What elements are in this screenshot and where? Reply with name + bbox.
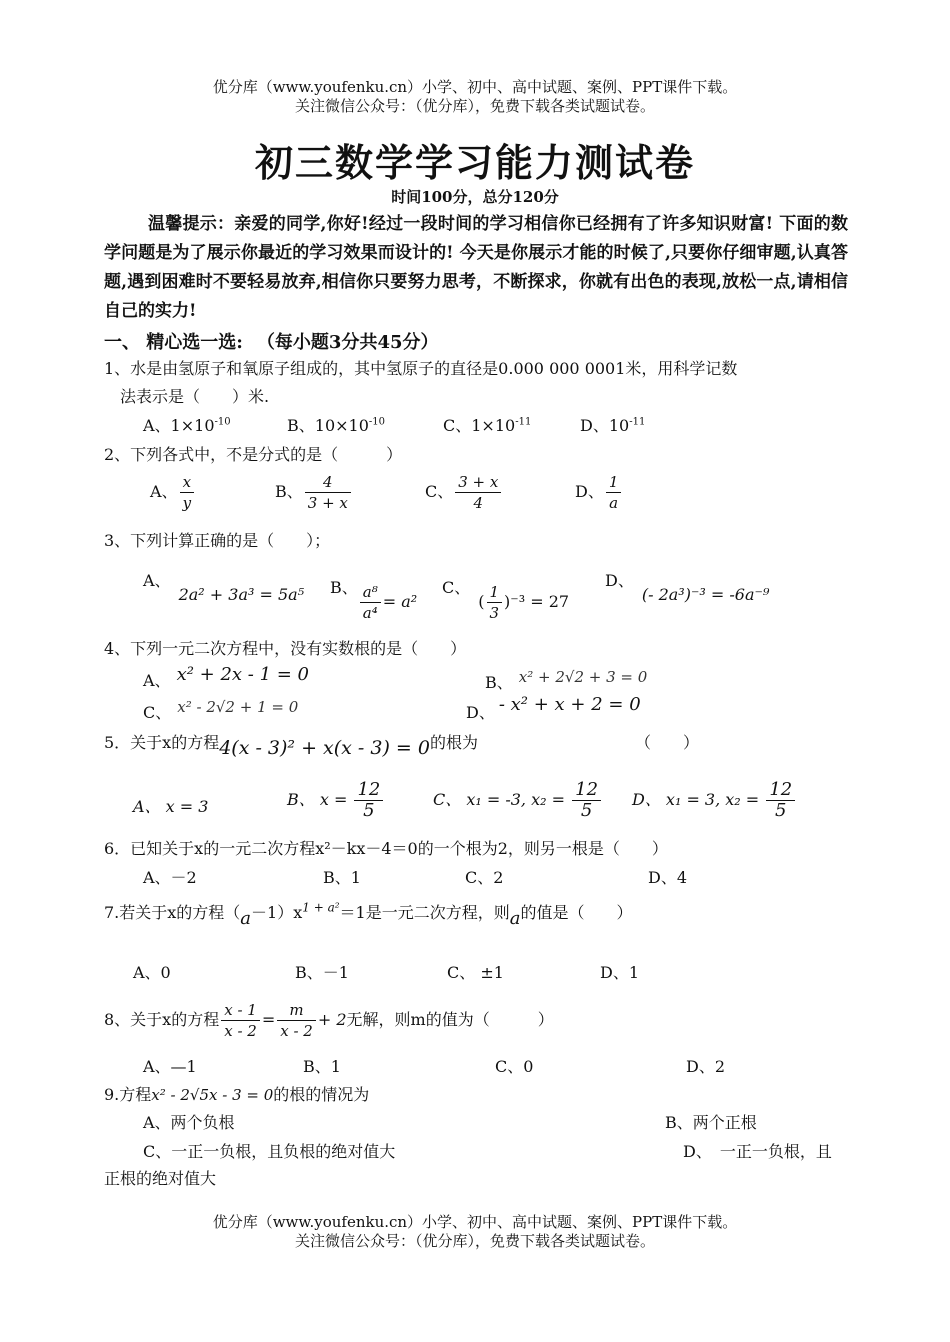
q1-option-a-exp: -10 — [214, 416, 231, 428]
q1-stem-b: 法表示是（ ）米. — [120, 387, 270, 406]
q4-option-d[interactable] — [466, 692, 641, 722]
q3-b-fraction — [360, 582, 381, 623]
q1-stem-a: 1、水是由氢原子和氧原子组成的，其中氢原子的直径是0.000 000 0001米，用科学记数 — [104, 359, 738, 378]
footer-line-2: 关注微信公众号：（优分库），免费下载各类试题试卷。 — [294, 1232, 655, 1250]
q5-c-den: 5 — [580, 800, 593, 821]
q4-option-d-label: D、 — [466, 703, 495, 722]
q3-b-num: a⁸ — [360, 582, 381, 603]
q7-stem-b: －1）x — [251, 903, 303, 922]
q2-d-den: a — [609, 494, 619, 512]
footer-line-1: 优分库（www.youfenku.cn）小学、初中、高中试题、案例、PPT课件下载。 — [212, 1213, 738, 1231]
q2-option-c-label: C、 — [425, 482, 454, 501]
q2-d-num: 1 — [606, 472, 622, 493]
q5-d-label: D、 x₁ = 3, x₂ = — [632, 790, 765, 809]
q5-stem-b: 的根为 — [429, 733, 478, 752]
q5-d-num: 12 — [766, 780, 795, 801]
q6-option-c[interactable]: C、2 — [465, 868, 504, 887]
q9-option-a[interactable]: A、两个负根 — [143, 1113, 235, 1132]
q1-option-b[interactable] — [287, 413, 385, 436]
q7-stem-d: 的值是（ ） — [520, 903, 633, 922]
q4-option-a[interactable] — [143, 662, 310, 690]
q2-option-d-label: D、 — [575, 482, 604, 501]
q5-option-d[interactable] — [632, 780, 797, 821]
q2-option-d[interactable] — [575, 472, 623, 513]
page-title: 初三数学学习能力测试卷 — [254, 140, 695, 185]
q7-stem-a: 7.若关于x的方程（ — [104, 903, 241, 922]
q3-b-den: a⁴ — [362, 604, 378, 622]
q3-c-den: 3 — [489, 604, 500, 622]
q1-option-d-text: D、10 — [580, 416, 630, 435]
q9-option-c[interactable]: C、一正一负根，且负根的绝对值大 — [143, 1142, 396, 1161]
q1-option-a-text: A、1×10 — [143, 416, 215, 435]
q8-plus-two: + 2 — [317, 1010, 347, 1029]
q4-option-b-label: B、 — [485, 673, 513, 692]
q7-stem-c: ＝1是一元二次方程，则 — [339, 903, 510, 922]
header-line-1: 优分库（www.youfenku.cn）小学、初中、高中试题、案例、PPT课件下载。 — [212, 78, 738, 96]
notice-text: 亲爱的同学,你好!经过一段时间的学习相信你已经拥有了许多知识财富! 下面的数学问题是为了展示你最近的学习效果而设计的! 今天是你展示才能的时候了,只要你仔细审题,认真答题,遇到困难时不要轻易放弃,相信你只要努力思考，不断探求，你就有出色的表现,放松一点,请相信自己的实力! — [104, 214, 848, 321]
q4-stem: 4、下列一元二次方程中，没有实数根的是（ ） — [104, 639, 467, 658]
q5-equation: 4(x - 3)² + x(x - 3) = 0 — [219, 737, 430, 759]
notice-paragraph — [104, 210, 848, 326]
q5-b-den: 5 — [363, 800, 375, 821]
q7-exponent: 1 + a² — [302, 900, 340, 915]
q8-stem-a: 8、关于x的方程 — [104, 1010, 220, 1029]
q6-option-d[interactable]: D、4 — [648, 868, 688, 887]
q8-option-b[interactable]: B、1 — [303, 1057, 341, 1076]
section-1-title: 一、 精心选一选: — [104, 332, 243, 353]
q2-a-fraction — [180, 472, 194, 513]
q3-option-b-label: B、 — [330, 578, 358, 597]
q3-d-expr: (- 2a³)⁻³ = -6a⁻⁹ — [641, 585, 770, 604]
q2-option-a-label: A、 — [150, 482, 178, 501]
q7-var-a-1: a — [240, 908, 252, 929]
q5-b-num: 12 — [354, 780, 383, 801]
q2-c-num: 3 + x — [455, 472, 501, 493]
q8-stem-b: 无解，则m的值为（ ） — [346, 1010, 554, 1029]
q3-option-c[interactable] — [442, 568, 570, 622]
q3-b-rhs: = a² — [382, 592, 418, 611]
q6-option-a[interactable]: A、－2 — [143, 868, 197, 887]
section-1-points: （每小题3分共45分） — [256, 332, 439, 353]
q3-option-b[interactable] — [330, 568, 418, 622]
q4-d-expr: - x² + x + 2 = 0 — [498, 694, 641, 715]
q7-var-a-2: a — [509, 908, 521, 929]
q8-f1-num: x - 1 — [221, 1000, 260, 1021]
q5-c-fraction — [572, 780, 601, 821]
q8-option-d[interactable]: D、2 — [686, 1057, 726, 1076]
q7-stem — [104, 900, 633, 929]
exam-subtitle: 时间100分，总分120分 — [391, 188, 559, 206]
q3-option-d-label: D、 — [605, 571, 634, 590]
q8-f1-den: x - 2 — [224, 1022, 257, 1040]
q2-stem: 2、下列各式中，不是分式的是（ ） — [104, 445, 403, 464]
section-1-heading — [104, 328, 439, 354]
q3-option-a[interactable] — [143, 568, 305, 604]
q8-fraction-2 — [277, 1000, 316, 1041]
q1-option-a[interactable] — [143, 413, 231, 436]
q5-d-fraction — [766, 780, 795, 821]
q8-f2-num: m — [277, 1000, 316, 1021]
q5-c-num: 12 — [572, 780, 601, 801]
q2-b-num: 4 — [305, 472, 351, 493]
q7-option-d[interactable]: D、1 — [600, 963, 640, 982]
q2-a-den: y — [182, 494, 192, 512]
q9-option-b[interactable]: B、两个正根 — [665, 1113, 757, 1132]
q8-option-a[interactable]: A、—1 — [143, 1057, 197, 1076]
q5-a-expr: A、 x = 3 — [133, 797, 209, 816]
q3-a-expr: 2a² + 3a³ = 5a⁵ — [178, 585, 305, 604]
q6-option-b[interactable]: B、1 — [323, 868, 361, 887]
q1-option-b-text: B、10×10 — [287, 416, 369, 435]
q3-c-pre: ( — [478, 592, 485, 611]
q4-option-c[interactable] — [143, 694, 299, 722]
q1-option-b-exp: -10 — [368, 416, 385, 428]
q4-a-expr: x² + 2x - 1 = 0 — [176, 664, 310, 685]
q1-option-d-exp: -11 — [629, 416, 646, 428]
q1-option-d[interactable] — [580, 413, 645, 436]
q1-option-c-exp: -11 — [515, 416, 532, 428]
q5-b-fraction — [354, 780, 383, 821]
q7-option-a[interactable]: A、0 — [133, 963, 171, 982]
q7-option-c[interactable]: C、 ±1 — [447, 963, 504, 982]
q3-option-a-label: A、 — [143, 571, 171, 590]
q5-stem — [104, 730, 478, 759]
q9-stem-a: 9.方程 — [104, 1085, 152, 1104]
q8-stem — [104, 1000, 554, 1041]
notice-label: 温馨提示： — [148, 214, 235, 234]
q5-option-a[interactable] — [133, 794, 208, 817]
header-line-2: 关注微信公众号：（优分库），免费下载各类试题试卷。 — [294, 97, 655, 115]
q2-c-fraction — [455, 472, 501, 513]
q8-fraction-1 — [221, 1000, 260, 1041]
q2-c-den: 4 — [473, 494, 484, 512]
q2-b-fraction — [305, 472, 351, 513]
q2-option-b[interactable] — [275, 472, 353, 513]
q4-option-b[interactable] — [485, 664, 648, 692]
q5-option-b[interactable] — [287, 780, 385, 821]
q8-f2-den: x - 2 — [280, 1022, 313, 1040]
q5-d-den: 5 — [775, 800, 787, 821]
q4-option-a-label: A、 — [143, 671, 171, 690]
q6-stem: 6．已知关于x的一元二次方程x²－kx－4＝0的一个根为2，则另一根是（ ） — [104, 839, 668, 858]
q5-option-c[interactable] — [433, 780, 603, 821]
q2-a-num: x — [180, 472, 194, 493]
q3-c-post: )⁻³ = 27 — [504, 592, 570, 611]
q1-option-c-text: C、1×10 — [443, 416, 516, 435]
q4-c-expr: x² - 2√2 + 1 = 0 — [177, 698, 299, 716]
q3-c-fraction — [487, 582, 503, 623]
q5-answer-paren: （ ） — [635, 733, 700, 752]
q9-option-d[interactable]: D、 一正一负根，且 — [683, 1142, 832, 1161]
q9-stem — [104, 1082, 369, 1105]
q2-option-a[interactable] — [150, 472, 196, 513]
q9-equation: x² - 2√5x - 3 = 0 — [151, 1086, 274, 1104]
q2-d-fraction — [606, 472, 622, 513]
q2-b-den: 3 + x — [307, 494, 348, 512]
q5-b-label: B、 x = — [287, 790, 353, 809]
q3-stem: 3、下列计算正确的是（ ）； — [104, 531, 331, 550]
q1-option-c[interactable] — [443, 413, 531, 436]
q9-option-d-continued: 正根的绝对值大 — [104, 1169, 217, 1188]
q8-option-c[interactable]: C、0 — [495, 1057, 534, 1076]
q5-c-label: C、 x₁ = -3, x₂ = — [433, 790, 571, 809]
q3-option-d[interactable] — [605, 568, 770, 604]
q7-option-b[interactable]: B、－1 — [295, 963, 349, 982]
q5-stem-a: 5．关于x的方程 — [104, 733, 220, 752]
q8-equals: = — [261, 1010, 276, 1029]
q3-option-c-label: C、 — [442, 578, 471, 597]
q2-option-c[interactable] — [425, 472, 503, 513]
q9-stem-b: 的根的情况为 — [273, 1085, 370, 1104]
q4-option-c-label: C、 — [143, 703, 172, 722]
q3-c-num: 1 — [487, 582, 503, 603]
q4-b-expr: x² + 2√2 + 3 = 0 — [518, 668, 648, 686]
q2-option-b-label: B、 — [275, 482, 303, 501]
